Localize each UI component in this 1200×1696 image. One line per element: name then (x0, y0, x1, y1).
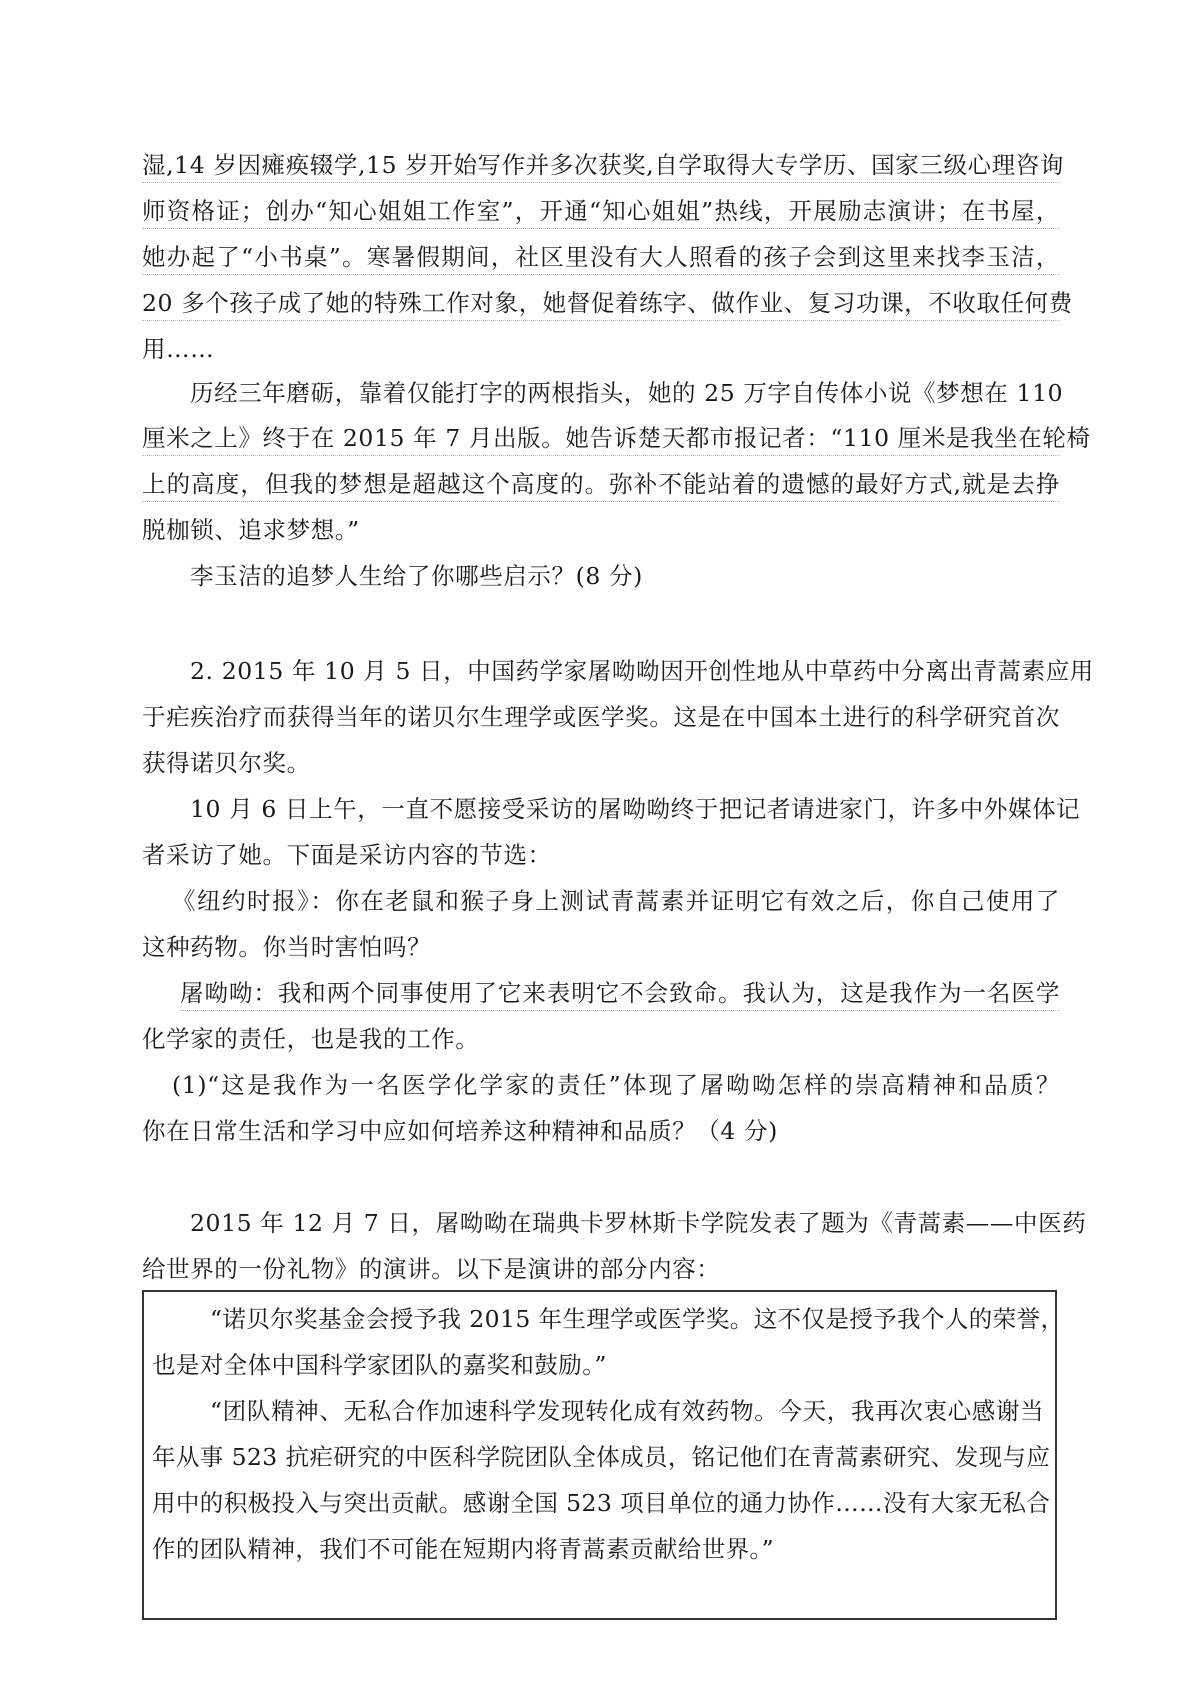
paragraph-line: 化学家的责任，也是我的工作。 (142, 1025, 480, 1053)
interview-answer: 屠呦呦：我和两个同事使用了它来表明它不会致命。我认为，这是我作为一名医学 (180, 976, 1060, 1011)
question-2-part-1: (1)“这是我作为一名医学化学家的责任”体现了屠呦呦怎样的崇高精神和品质？ (172, 1071, 1060, 1099)
paragraph-line: 厘米之上》终于在 2015 年 7 月出版。她告诉楚天都市报记者：“110 厘米是我坐在轮椅 (142, 421, 1060, 456)
paragraph-line: 历经三年磨砺，靠着仅能打字的两根指头，她的 25 万字自传体小说《梦想在 110 (190, 379, 1064, 407)
quote-line: 作的团队精神，我们不可能在短期内将青蒿素贡献给世界。” (152, 1535, 775, 1563)
paragraph-line: 20 多个孩子成了她的特殊工作对象，她督促着练字、做作业、复习功课，不收取任何费 (142, 286, 1060, 321)
paragraph-line: 师资格证；创办“知心姐姐工作室”，开通“知心姐姐”热线，开展励志演讲；在书屋， (142, 194, 1060, 229)
paragraph-line: 你在日常生活和学习中应如何培养这种精神和品质？（4 分) (142, 1117, 778, 1145)
paragraph-line: 获得诺贝尔奖。 (142, 749, 311, 777)
paragraph-line: 用…… (142, 335, 215, 363)
interview-question: 《纽约时报》：你在老鼠和猴子身上测试青蒿素并证明它有效之后，你自己使用了 (172, 887, 1060, 915)
paragraph-line: 脱枷锁、追求梦想。” (142, 516, 360, 544)
paragraph-line: 者采访了她。下面是采访内容的节选： (142, 841, 552, 869)
question-1-prompt: 李玉洁的追梦人生给了你哪些启示？(8 分) (190, 562, 643, 590)
quote-line: “团队精神、无私合作加速科学发现转化成有效药物。今天，我再次衷心感谢当 (210, 1397, 1044, 1425)
paragraph-line: 于疟疾治疗而获得当年的诺贝尔生理学或医学奖。这是在中国本土进行的科学研究首次 (142, 703, 1060, 731)
quote-line: “诺贝尔奖基金会授予我 2015 年生理学或医学奖。这不仅是授予我个人的荣誉， (210, 1305, 1065, 1333)
paragraph-line: 她办起了“小书桌”。寒暑假期间，社区里没有大人照看的孩子会到这里来找李玉洁， (142, 240, 1060, 275)
quote-line: 用中的积极投入与突出贡献。感谢全国 523 项目单位的通力协作……没有大家无私合 (152, 1489, 1051, 1517)
paragraph-line: 湿,14 岁因瘫痪辍学,15 岁开始写作并多次获奖,自学取得大专学历、国家三级心理咨询 (142, 148, 1060, 183)
paragraph-line: 给世界的一份礼物》的演讲。以下是演讲的部分内容： (142, 1255, 721, 1283)
question-2-intro: 2. 2015 年 10 月 5 日，中国药学家屠呦呦因开创性地从中草药中分离出青蒿素应用 (190, 657, 1094, 685)
quote-line: 也是对全体中国科学家团队的嘉奖和鼓励。” (152, 1351, 607, 1379)
paragraph-line: 10 月 6 日上午，一直不愿接受采访的屠呦呦终于把记者请进家门，许多中外媒体记 (190, 795, 1081, 823)
paragraph-line: 上的高度，但我的梦想是超越这个高度的。弥补不能站着的遗憾的最好方式,就是去挣 (142, 467, 1060, 502)
paragraph-line: 这种药物。你当时害怕吗？ (142, 933, 432, 961)
quote-line: 年从事 523 抗疟研究的中医科学院团队全体成员，铭记他们在青蒿素研究、发现与应 (152, 1443, 1051, 1471)
speech-intro: 2015 年 12 月 7 日，屠呦呦在瑞典卡罗林斯卡学院发表了题为《青蒿素——中医药 (190, 1209, 1087, 1237)
